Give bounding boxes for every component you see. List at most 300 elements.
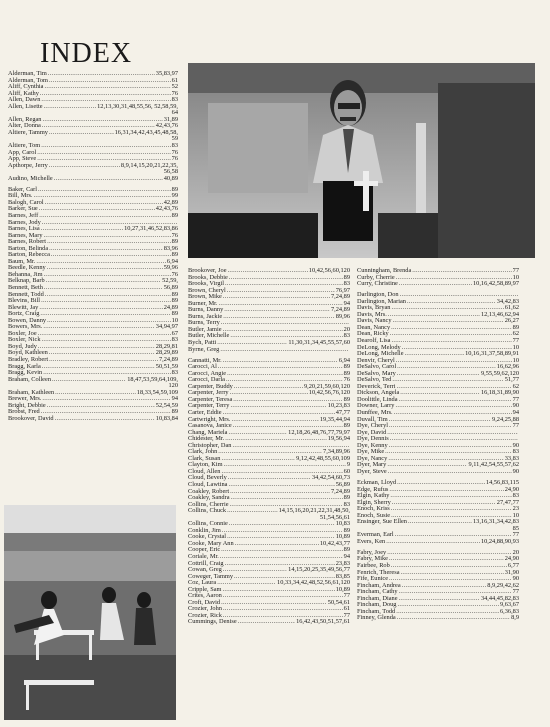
- entry-name: Bradley, Robert: [8, 356, 49, 364]
- entry-pages: 10,83: [335, 520, 350, 528]
- entry-name: Barnes, Lisa: [8, 225, 40, 233]
- entry-name: Dye, Dennis: [357, 435, 389, 443]
- entry-pages: 90: [512, 441, 519, 449]
- entry-name: Carpenter, Jerry: [188, 389, 229, 397]
- entry-name: Carpenter, Buddy: [188, 382, 233, 390]
- entry-name: Boyd, Judy: [8, 342, 37, 350]
- entry-pages: 76: [171, 89, 178, 97]
- entry-name: Conklin, Jim: [188, 526, 221, 534]
- entry-name: Fabry, Joey: [357, 548, 387, 556]
- entry-name: Barnes, Jody: [8, 218, 41, 226]
- entry-name: Dickson, Angela: [357, 389, 400, 397]
- entry-name: Dearolf, Lisa: [357, 336, 391, 344]
- dot-leader: [399, 281, 472, 288]
- entry-pages: 89,96: [335, 312, 350, 320]
- entry-pages: 16,42,43,50,51,57,61: [296, 618, 350, 626]
- entry-pages: 33,83: [504, 454, 519, 462]
- entry-pages: 83: [512, 448, 519, 456]
- entry-name: Balogh, Carol: [8, 198, 44, 206]
- entry-pages-continued: 64: [171, 109, 178, 117]
- entry-name: Fenrich, Theresa: [357, 568, 400, 576]
- entry-pages: 89: [343, 422, 350, 430]
- entry-pages-continued: 59: [171, 135, 178, 143]
- entry-name: Bragg, Karla: [8, 362, 41, 370]
- entry-pages: 76: [343, 376, 350, 384]
- index-entry: [8, 163, 178, 170]
- entry-pages: 8,9,14,15,20,21,22,35,: [120, 161, 178, 169]
- entry-name: Enoch, Susie: [357, 511, 391, 519]
- entry-pages: 16,31,34,42,43,45,48,58,: [114, 128, 178, 136]
- entry-pages: 10,83,84: [155, 414, 178, 422]
- entry-pages: 50,51,59: [155, 362, 178, 370]
- entry-name: Dyer, Steve: [357, 467, 387, 475]
- entry-name: Barton, Rebecca: [8, 251, 50, 259]
- entry-pages: 77: [512, 588, 519, 596]
- entry-pages: 77: [343, 611, 350, 619]
- entry-pages: 14,15,16,20,21,22,31,48,50,: [278, 507, 350, 515]
- entry-name: Clark, John: [188, 448, 218, 456]
- entry-name: Carter, Eddie: [188, 408, 222, 416]
- entry-name: Bych, Patti: [188, 339, 217, 347]
- entry-pages: 76: [171, 155, 178, 163]
- entry-pages: 77: [512, 267, 519, 274]
- entry-name: Finney, Glenda: [357, 614, 396, 622]
- entry-name: Doolittle, Linda: [357, 395, 398, 403]
- entry-pages: 90: [512, 467, 519, 475]
- entry-name: Altiere, Tom: [8, 142, 41, 150]
- entry-name: Bowers, Mrs.: [8, 323, 43, 331]
- entry-pages: 7,24,89: [330, 306, 350, 314]
- entry-name: App, Carol: [8, 148, 37, 156]
- entry-pages: 56,89: [335, 481, 350, 488]
- entry-name: Fincham, Andrea: [357, 581, 401, 589]
- entry-name: Bragg, Kevin: [8, 369, 43, 377]
- entry-name: Butler, Michelle: [188, 332, 230, 340]
- entry-pages: 12,13,46,62,94: [480, 310, 519, 318]
- entry-pages: 18,33,54,59,109: [136, 388, 178, 396]
- entry-name: Eckman, Lloyd: [357, 478, 397, 486]
- entry-name: Chang, Mariela: [188, 428, 228, 436]
- entry-name: Crites, Aaron: [188, 592, 222, 600]
- entry-pages: 89: [343, 369, 350, 377]
- dot-leader: [397, 615, 510, 622]
- entry-pages: 99: [171, 192, 178, 200]
- entry-pages: 83: [171, 369, 178, 377]
- entry-name: Cooper, Eric: [188, 546, 221, 554]
- entry-name: Clayton, Kim: [188, 461, 223, 469]
- entry-name: Cottrill, Craig: [188, 559, 224, 567]
- entry-pages: 23: [512, 505, 519, 513]
- entry-name: Cowan, Greg: [188, 566, 222, 574]
- entry-name: Baker, Carl: [8, 185, 37, 193]
- entry-pages: 19,35,44,94: [319, 415, 350, 423]
- entry-pages: 10,42,56,60,120: [308, 267, 350, 274]
- entry-pages: 10,89: [335, 533, 350, 541]
- entry-pages: 89: [343, 546, 350, 554]
- entry-name: Fife, Eunice: [357, 575, 389, 583]
- entry-name: Christopher, Dan: [188, 441, 232, 449]
- entry-name: Coakley, Sandra: [188, 494, 230, 502]
- entry-pages: 61: [171, 76, 178, 84]
- entry-name: Fincham, Diane: [357, 594, 398, 602]
- entry-pages: 89: [171, 290, 178, 298]
- entry-name: Deverick, Terri: [357, 382, 396, 390]
- entry-name: Cloud, Allen: [188, 467, 221, 475]
- entry-pages: 89: [343, 526, 350, 534]
- entry-pages: 9,12,42,48,55,60,109: [296, 454, 350, 462]
- entry-pages: 77: [512, 531, 519, 539]
- entry-name: DeLong, Michelle: [357, 350, 404, 358]
- entry-pages: 89: [343, 363, 350, 371]
- entry-pages: 24,90: [504, 485, 519, 493]
- entry-name: Braham, Colleen: [8, 375, 51, 383]
- entry-pages-continued: 120: [168, 382, 178, 390]
- entry-name: Cummings, Denise: [188, 618, 237, 626]
- entry-name: Bortz, Craig: [8, 310, 40, 318]
- entry-name: Cartwright, Mrs.: [188, 415, 231, 423]
- entry-pages: 62: [512, 330, 519, 338]
- entry-name: Collins, Chuck: [188, 507, 227, 515]
- entry-pages: 11,30,31,34,45,55,57,60: [288, 339, 350, 347]
- entry-pages: 77: [512, 395, 519, 403]
- entry-name: Fairbee, Rob: [357, 562, 390, 570]
- entry-name: Brown, Mike: [188, 293, 222, 301]
- entry-pages: 9,24,25,88: [492, 415, 519, 423]
- index-entry: [8, 104, 178, 111]
- entry-pages: 89: [171, 238, 178, 246]
- entry-pages: 51,77: [504, 376, 519, 384]
- entry-pages: 89: [171, 251, 178, 259]
- entry-pages: 76: [171, 270, 178, 278]
- entry-name: DeSalvo, Carol: [357, 363, 397, 371]
- entry-name: Davis, Mrs.: [357, 310, 387, 318]
- entry-pages: 10,27,31,46,52,83,86: [124, 225, 178, 233]
- index-column-1: [8, 71, 178, 422]
- entry-pages: 42,89: [163, 198, 178, 206]
- entry-pages: 42,43,76: [155, 205, 178, 213]
- entry-name: Belknap, Barb: [8, 277, 45, 285]
- entry-name: Allen, Regan: [8, 115, 42, 123]
- entry-name: Altiere, Tammy: [8, 128, 48, 136]
- entry-name: Carpenter, Teresa: [188, 395, 233, 403]
- dot-leader: [49, 130, 114, 137]
- entry-name: Davis, Nancy: [357, 317, 392, 325]
- entry-name: Ensinger, Sue Ellen: [357, 518, 407, 526]
- entry-pages: 52,54,59: [155, 401, 178, 409]
- entry-name: Boxler, Nick: [8, 336, 41, 344]
- entry-name: DeSalvo, Ted: [357, 376, 392, 384]
- entry-pages: 83: [343, 332, 350, 340]
- entry-name: Bright, Debbie: [8, 401, 46, 409]
- entry-name: Byrne, Greg: [188, 345, 220, 353]
- index-column-3: [357, 268, 519, 622]
- entry-pages: 7,24,89: [330, 293, 350, 301]
- entry-pages: 14,15,20,25,35,49,56,77: [288, 566, 350, 574]
- entry-pages: 27,47,77: [496, 498, 519, 506]
- dot-leader: [408, 519, 472, 526]
- entry-pages: 7,34,89,96: [323, 448, 350, 456]
- entry-pages: 9,63,67: [499, 601, 519, 609]
- entry-name: Apthorpe, Jerry: [8, 161, 48, 169]
- entry-name: Bill, Mrs.: [8, 192, 33, 200]
- index-entry: [8, 416, 178, 423]
- entry-name: Casanova, Janice: [188, 422, 232, 430]
- entry-name: Dye, Kenny: [357, 441, 388, 449]
- entry-name: Carocci, Darla: [188, 376, 225, 384]
- entry-name: Coweger, Tammy: [188, 572, 233, 580]
- entry-name: Cooke, Mary Ann: [188, 539, 234, 547]
- entry-pages: 34,42,83: [496, 297, 519, 305]
- entry-name: Barton, Belinda: [8, 244, 49, 252]
- entry-pages: 12,18,26,48,76,77,79,97: [288, 428, 350, 436]
- entry-name: Brobst, Fred: [8, 408, 40, 416]
- entry-name: Collins, Connie: [188, 520, 228, 528]
- entry-name: Darlington, Don: [357, 291, 399, 299]
- entry-pages: 6,36,83: [499, 607, 519, 615]
- entry-pages: 47,77: [335, 408, 350, 416]
- entry-pages: 8,9,29,42,62: [487, 581, 519, 589]
- index-entry: [357, 615, 519, 622]
- entry-pages: 10,42,43,77: [319, 539, 350, 547]
- entry-name: Aliff, Cynthia: [8, 83, 44, 91]
- entry-name: Blewitt, Jay: [8, 303, 39, 311]
- entry-name: Cunningham, Brenda: [357, 267, 412, 274]
- entry-pages: 83: [343, 280, 350, 288]
- entry-pages: 10,24,88,90,93: [480, 537, 519, 545]
- entry-pages: 89: [171, 408, 178, 416]
- entry-name: Boyd, Kathleen: [8, 349, 48, 357]
- entry-pages: 94: [171, 395, 178, 403]
- entry-pages: 23,83: [335, 559, 350, 567]
- photo-speaker-at-podium: [188, 63, 535, 258]
- entry-pages: 6,94: [166, 257, 178, 265]
- entry-name: Evers, Ken: [357, 537, 386, 545]
- entry-name: DeSalvo, Mary: [357, 369, 396, 377]
- entry-pages: 59,96: [163, 264, 178, 272]
- entry-name: Clark, Susan: [188, 454, 221, 462]
- entry-pages: 9: [346, 461, 350, 469]
- entry-name: Barnes, Mary: [8, 231, 43, 239]
- entry-pages: 12,13,30,31,48,55,56, 52,58,59,: [97, 102, 178, 110]
- entry-pages: 61,62: [504, 304, 519, 312]
- index-column-2: [188, 268, 350, 626]
- entry-name: Boxler, Joe: [8, 329, 37, 337]
- entry-name: Fincham, Doug: [357, 601, 397, 609]
- entry-pages-continued: 51,54,56,61: [319, 513, 350, 521]
- entry-pages: 56,89: [163, 284, 178, 291]
- entry-pages: 10: [171, 316, 178, 324]
- entry-pages: 31,89: [163, 115, 178, 123]
- dot-leader: [49, 163, 120, 170]
- entry-name: Chidester, Mr.: [188, 435, 225, 443]
- entry-pages: 10: [512, 511, 519, 519]
- entry-pages: 10,42,56,76,120: [308, 389, 350, 397]
- hurdles-photo-illustration: [4, 505, 176, 720]
- entry-name: Coriale, Mr.: [188, 553, 219, 561]
- entry-pages: 89: [343, 494, 350, 502]
- entry-name: Denvir, Cheryl: [357, 356, 395, 364]
- entry-name: Bennett, Beth: [8, 284, 43, 291]
- entry-pages: 28,29,89: [155, 349, 178, 357]
- entry-pages: 24,90: [504, 555, 519, 563]
- entry-pages: 34,42,54,60,73: [311, 474, 350, 482]
- entry-pages: 18,47,53,59,64,109,: [127, 375, 178, 383]
- entry-name: Burns, Danny: [188, 306, 224, 314]
- index-entry: [357, 281, 519, 288]
- entry-pages: 10: [512, 273, 519, 281]
- entry-name: Barker, Sue: [8, 205, 38, 213]
- entry-name: Cloud, Beverly: [188, 474, 227, 482]
- entry-name: Burns, Jackie: [188, 312, 223, 320]
- dot-leader: [54, 176, 163, 183]
- entry-name: Blevins, Bill: [8, 297, 41, 305]
- entry-pages: 19,56,94: [327, 435, 350, 443]
- entry-name: Dye, Nancy: [357, 454, 388, 462]
- entry-name: Baum, Mr.: [8, 257, 36, 265]
- entry-name: Crozier, Rick: [188, 611, 222, 619]
- entry-pages: 20: [343, 325, 350, 333]
- entry-name: Enoch, Kriss: [357, 505, 390, 513]
- entry-pages: 13,16,31,34,42,83: [473, 518, 519, 526]
- entry-name: Bennett, Todd: [8, 290, 44, 298]
- entry-pages: 76: [171, 231, 178, 239]
- entry-name: Alderman, Tim: [8, 70, 47, 77]
- entry-name: Dyer, Mary: [357, 461, 387, 469]
- entry-name: Brookover, David: [8, 414, 54, 422]
- entry-pages: 16,62,96: [496, 363, 519, 371]
- entry-pages: 9,55,59,62,120: [480, 369, 519, 377]
- entry-pages: 89: [171, 310, 178, 318]
- entry-pages: 7,24,89: [330, 487, 350, 495]
- entry-pages: 83: [171, 96, 178, 104]
- dot-leader: [386, 539, 480, 546]
- entry-name: Fincham, Todd: [357, 607, 396, 615]
- entry-name: DeLong, Melody: [357, 343, 401, 351]
- index-entry: [357, 469, 519, 476]
- dot-leader: [52, 377, 126, 384]
- entry-name: Croft, David: [188, 598, 221, 606]
- entry-name: Darlington, Marian: [357, 297, 406, 305]
- entry-name: Dean, Ricky: [357, 330, 389, 338]
- entry-pages: 40,89: [163, 174, 178, 182]
- entry-pages: 28,29,81: [155, 342, 178, 350]
- entry-name: Downer, Larry: [357, 402, 395, 410]
- dot-leader: [227, 508, 278, 515]
- entry-pages: 83: [171, 336, 178, 344]
- dot-leader: [388, 469, 512, 476]
- entry-name: Carocci, Al: [188, 363, 217, 371]
- entry-name: Burner, Mr.: [188, 299, 218, 307]
- entry-pages: 83: [171, 142, 178, 150]
- entry-pages: 10,16,42,58,89,97: [473, 280, 519, 288]
- entry-name: Coakley, Robert: [188, 487, 230, 495]
- entry-name: Barnes, Jeff: [8, 211, 39, 219]
- entry-name: Edge, Rufus: [357, 485, 389, 493]
- entry-pages: 34,44,45,82,83: [480, 594, 519, 602]
- entry-pages: 9,11,42,54,55,57,62: [468, 461, 519, 469]
- entry-pages: 83,85: [335, 572, 350, 580]
- entry-name: Cloud, Lawtina: [188, 481, 228, 488]
- entry-name: Davis, Bryan: [357, 304, 391, 312]
- dot-leader: [44, 104, 97, 111]
- index-entry: [188, 619, 350, 626]
- entry-name: Elgin, Sherry: [357, 498, 391, 506]
- entry-name: Dye, David: [357, 428, 387, 436]
- entry-pages: 83: [343, 500, 350, 508]
- entry-name: Alderman, Tom: [8, 76, 48, 84]
- entry-name: Audino, Michelle: [8, 174, 53, 182]
- entry-name: Brown, Cheryl: [188, 286, 226, 294]
- entry-name: App, Steve: [8, 155, 37, 163]
- entry-name: Crozier, John: [188, 605, 222, 613]
- entry-pages: 52,59,: [162, 277, 178, 285]
- entry-pages: 89: [171, 211, 178, 219]
- entry-name: Carpenter, Terry: [188, 402, 230, 410]
- entry-name: Brewer, Mrs.: [8, 395, 42, 403]
- entry-pages: 77: [343, 592, 350, 600]
- dot-leader: [238, 619, 295, 626]
- entry-name: Fabry, Mike: [357, 555, 388, 563]
- entry-pages-continued: 85: [512, 524, 519, 532]
- entry-name: Dye, Mike: [357, 448, 385, 456]
- entry-pages: 83: [512, 492, 519, 500]
- entry-pages: 7,24,89: [158, 356, 178, 364]
- dot-leader: [55, 416, 155, 423]
- entry-name: Fincham, Cathy: [357, 588, 398, 596]
- entry-pages: 16,18,31,89,90: [480, 389, 519, 397]
- entry-name: Carocci, Angie: [188, 369, 227, 377]
- entry-pages: 20: [512, 548, 519, 556]
- entry-pages: 10,23,83: [327, 402, 350, 410]
- entry-pages: 94: [512, 408, 519, 416]
- index-entry: [357, 519, 519, 526]
- entry-pages: 77: [512, 336, 519, 344]
- entry-pages: 90: [512, 402, 519, 410]
- entry-name: Curry, Christine: [357, 280, 398, 288]
- entry-pages: 31,90: [504, 568, 519, 576]
- entry-name: Everman, Earl: [357, 531, 394, 539]
- entry-pages: 42,43,76: [155, 122, 178, 130]
- entry-pages: 94: [343, 299, 350, 307]
- index-entry: [8, 176, 178, 183]
- photo-track-hurdles: [4, 505, 176, 720]
- entry-pages: 6,77: [507, 562, 519, 570]
- entry-name: Curby, Cherrie: [357, 273, 395, 281]
- entry-name: Aliff, Kathy: [8, 89, 39, 97]
- entry-name: Dean, Nancy: [357, 323, 391, 331]
- entry-pages: 83,96: [163, 244, 178, 252]
- entry-name: Dye, Cheryl: [357, 422, 389, 430]
- entry-name: Coz, Laura: [188, 579, 217, 587]
- entry-pages: 35,83,97: [155, 70, 178, 77]
- entry-pages: 89: [171, 297, 178, 305]
- entry-pages: 10,16,31,37,58,89,91: [465, 350, 519, 358]
- entry-name: Allen, Lisette: [8, 102, 43, 110]
- entry-name: Elgin, Kathy: [357, 492, 390, 500]
- entry-name: Burns, Terry: [188, 319, 220, 327]
- entry-pages: 67: [171, 329, 178, 337]
- entry-pages: 6,94: [338, 356, 350, 364]
- index-entry: [8, 377, 178, 384]
- entry-name: Braham, Kathleen: [8, 388, 55, 396]
- entry-name: Allen, Dawn: [8, 96, 41, 104]
- entry-pages: 90: [512, 575, 519, 583]
- entry-pages: 89: [512, 323, 519, 331]
- entry-name: Cripple, Sam: [188, 585, 222, 593]
- entry-pages: 76: [171, 148, 178, 156]
- entry-name: Alter, Donna: [8, 122, 41, 130]
- entry-name: Beedle, Kenny: [8, 264, 46, 272]
